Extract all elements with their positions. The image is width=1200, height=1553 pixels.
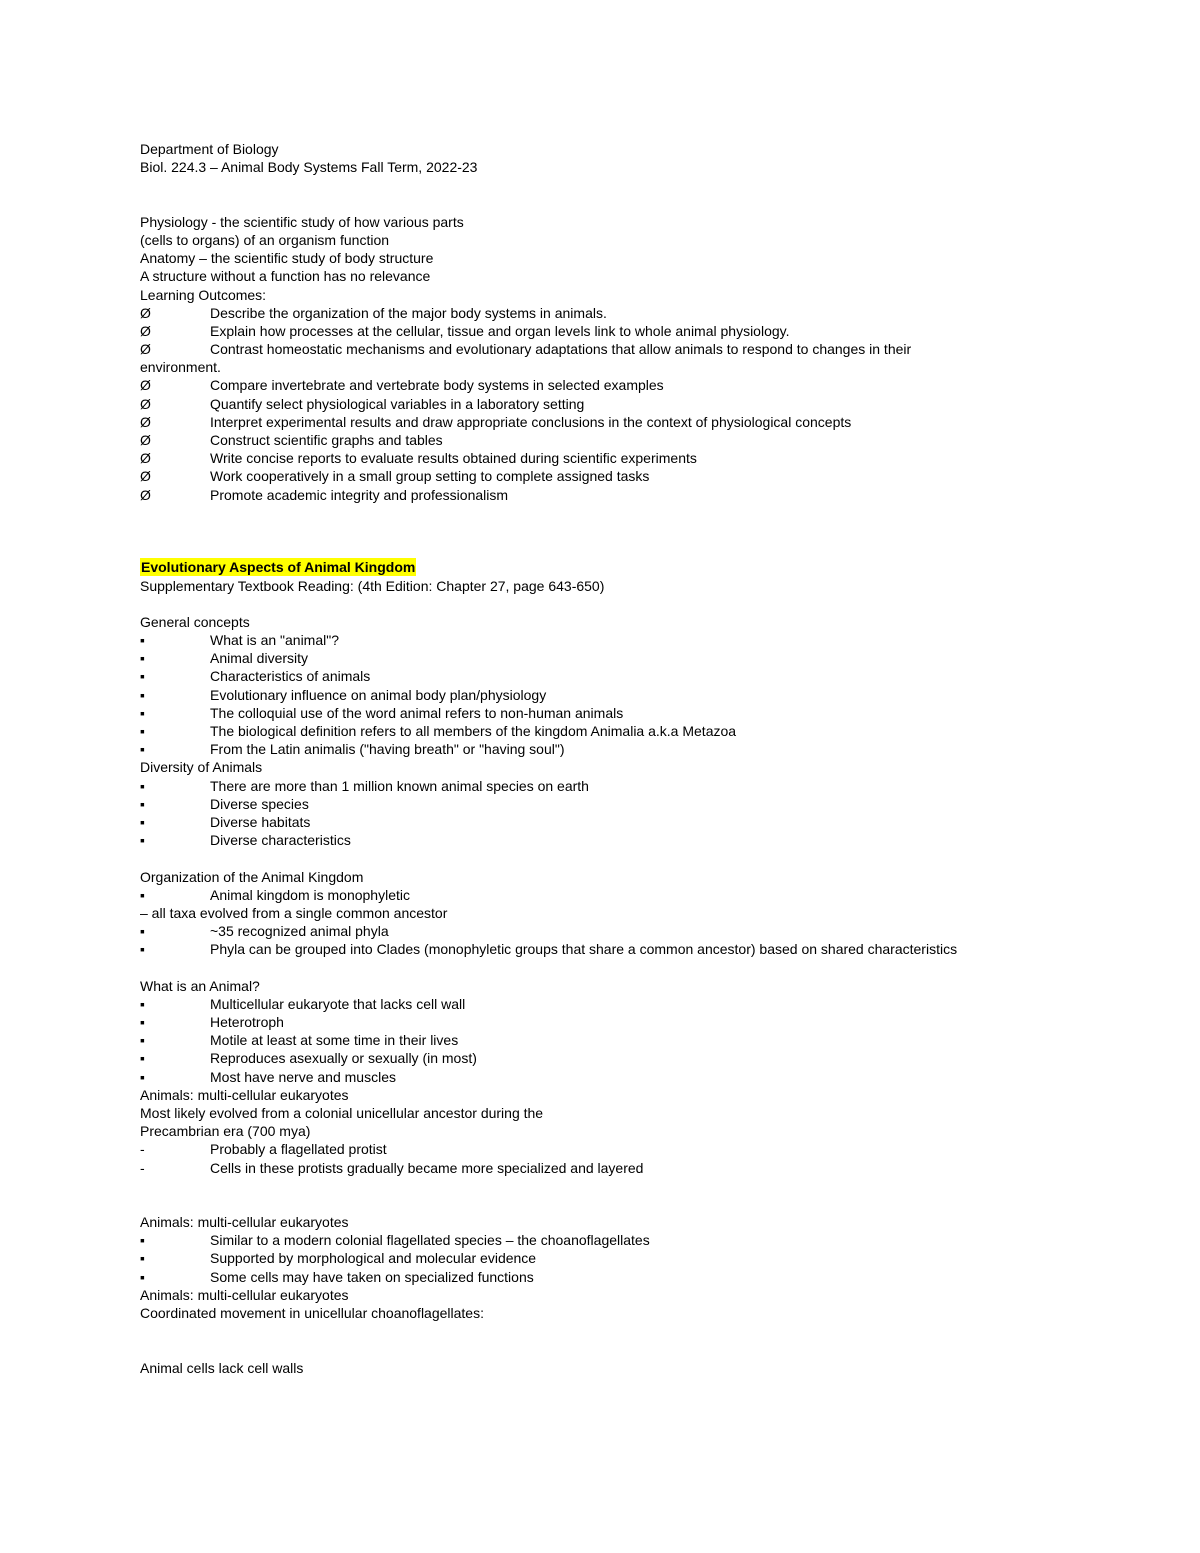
list-item: Ø Contrast homeostatic mechanisms and evolutionary adaptations that allow animals to respond to changes in their [140, 341, 912, 358]
list-item: ▪ Reproduces asexually or sexually (in most) [140, 1050, 477, 1067]
text-line: – all taxa evolved from a single common ancestor [140, 904, 448, 921]
list-item: ▪ Evolutionary influence on animal body plan/physiology [140, 686, 547, 703]
list-item: ▪ Supported by morphological and molecular evidence [140, 1250, 537, 1267]
list-item: ▪ The biological definition refers to all members of the kingdom Animalia a.k.a Metazoa [140, 723, 737, 740]
list-item: ▪ There are more than 1 million known animal species on earth [140, 777, 589, 794]
bullet-icon: ▪ [140, 650, 145, 667]
list-item: ▪ Some cells may have taken on specialized functions [140, 1268, 534, 1285]
list-item: Ø Describe the organization of the major body systems in animals. [140, 304, 607, 321]
list-item: ▪ What is an "animal"? [140, 632, 339, 649]
dash-icon: - [140, 1159, 145, 1176]
learning-outcomes-label: Learning Outcomes: [140, 286, 267, 303]
bullet-icon: ▪ [140, 813, 145, 830]
bullet-icon: ▪ [140, 668, 145, 685]
text-line: Animal cells lack cell walls [140, 1359, 304, 1376]
arrow-marker-icon: Ø [140, 432, 151, 449]
course-line: Biol. 224.3 – Animal Body Systems Fall Term, 2022-23 [140, 159, 478, 176]
subsection-title: Organization of the Animal Kingdom [140, 868, 364, 885]
list-item: Ø Construct scientific graphs and tables [140, 432, 443, 449]
arrow-marker-icon: Ø [140, 395, 151, 412]
bullet-icon: ▪ [140, 1014, 145, 1031]
subsection-title: Animals: multi-cellular eukaryotes [140, 1214, 349, 1231]
organization-block [140, 868, 1100, 959]
list-item: Ø Write concise reports to evaluate results obtained during scientific experiments [140, 450, 697, 467]
subsection-title: What is an Animal? [140, 977, 260, 994]
bullet-icon: ▪ [140, 941, 145, 958]
general-concepts-block [140, 613, 1100, 759]
arrow-marker-icon: Ø [140, 450, 151, 467]
list-item: ▪ The colloquial use of the word animal refers to non-human animals [140, 704, 624, 721]
list-item: ▪ Diverse species [140, 795, 309, 812]
bullet-icon: ▪ [140, 923, 145, 940]
intro-block [140, 213, 1100, 304]
dash-icon: - [140, 1141, 145, 1158]
department-line: Department of Biology [140, 141, 279, 157]
subsection-title: General concepts [140, 613, 250, 630]
list-item: ▪ Multicellular eukaryote that lacks cell wall [140, 995, 466, 1012]
text-line: Most likely evolved from a colonial unicellular ancestor during the [140, 1104, 544, 1121]
text-line: Anatomy – the scientific study of body structure [140, 250, 434, 267]
bullet-icon: ▪ [140, 632, 145, 649]
bullet-icon: ▪ [140, 723, 145, 740]
arrow-marker-icon: Ø [140, 322, 151, 339]
arrow-marker-icon: Ø [140, 304, 151, 321]
list-item: ▪ From the Latin animalis ("having breath" or "having soul") [140, 741, 565, 758]
bullet-icon: ▪ [140, 1032, 145, 1049]
bullet-icon: ▪ [140, 704, 145, 721]
arrow-marker-icon: Ø [140, 486, 151, 503]
list-item: ▪ Most have nerve and muscles [140, 1068, 396, 1085]
text-line: A structure without a function has no relevance [140, 268, 431, 285]
section-heading-row [140, 558, 1100, 576]
learning-outcomes-list [140, 304, 1100, 504]
bullet-icon: ▪ [140, 1068, 145, 1085]
list-item: Ø Explain how processes at the cellular, tissue and organ levels link to whole animal physiology. [140, 322, 790, 339]
text-line: Coordinated movement in unicellular choanoflagellates: [140, 1305, 484, 1322]
list-item: Ø Interpret experimental results and draw appropriate conclusions in the context of physiological concepts [140, 413, 852, 430]
list-item: ▪ Animal kingdom is monophyletic [140, 886, 410, 903]
arrow-marker-icon: Ø [140, 413, 151, 430]
text-line: Physiology - the scientific study of how various parts [140, 213, 464, 230]
list-item: Ø Quantify select physiological variables in a laboratory setting [140, 395, 585, 412]
list-item: - Cells in these protists gradually became more specialized and layered [140, 1159, 644, 1176]
list-item: ▪ Heterotroph [140, 1014, 284, 1031]
bullet-icon: ▪ [140, 686, 145, 703]
what-is-animal-block [140, 977, 1100, 1177]
text-line: Animals: multi-cellular eukaryotes [140, 1286, 349, 1303]
list-item: ▪ Motile at least at some time in their lives [140, 1032, 459, 1049]
list-item: Ø Work cooperatively in a small group setting to complete assigned tasks [140, 468, 650, 485]
list-item: ▪ Similar to a modern colonial flagellated species – the choanoflagellates [140, 1232, 650, 1249]
bullet-icon: ▪ [140, 995, 145, 1012]
list-item: ▪ Diverse habitats [140, 813, 311, 830]
arrow-marker-icon: Ø [140, 377, 151, 394]
arrow-marker-icon: Ø [140, 468, 151, 485]
bullet-icon: ▪ [140, 1232, 145, 1249]
bullet-icon: ▪ [140, 832, 145, 849]
list-item: ▪ Animal diversity [140, 650, 309, 667]
bullet-icon: ▪ [140, 795, 145, 812]
section-heading: Evolutionary Aspects of Animal Kingdom [141, 559, 416, 576]
text-line: (cells to organs) of an organism function [140, 231, 390, 248]
list-item: - Probably a flagellated protist [140, 1141, 387, 1158]
diversity-block [140, 758, 1100, 849]
bullet-icon: ▪ [140, 1268, 145, 1285]
text-line: Animals: multi-cellular eukaryotes [140, 1086, 349, 1103]
reading-line: Supplementary Textbook Reading: (4th Edition: Chapter 27, page 643-650) [140, 577, 605, 594]
document-page [140, 140, 1100, 1377]
list-item: ▪ Phyla can be grouped into Clades (monophyletic groups that share a common ancestor) based on shared characteristics [140, 941, 958, 958]
arrow-marker-icon: Ø [140, 341, 151, 358]
bullet-icon: ▪ [140, 1050, 145, 1067]
bullet-icon: ▪ [140, 777, 145, 794]
list-item: ▪ Characteristics of animals [140, 668, 371, 685]
list-item: ▪ Diverse characteristics [140, 832, 351, 849]
list-item: Ø Promote academic integrity and professionalism [140, 486, 509, 503]
bullet-icon: ▪ [140, 886, 145, 903]
list-item: Ø Compare invertebrate and vertebrate body systems in selected examples [140, 377, 664, 394]
bullet-icon: ▪ [140, 1250, 145, 1267]
text-line: Precambrian era (700 mya) [140, 1123, 311, 1140]
subsection-title: Diversity of Animals [140, 759, 263, 776]
bullet-icon: ▪ [140, 741, 145, 758]
multicellular-block [140, 1213, 1100, 1377]
list-item-wrap: environment. [140, 359, 221, 376]
list-item: ▪ ~35 recognized animal phyla [140, 923, 389, 940]
